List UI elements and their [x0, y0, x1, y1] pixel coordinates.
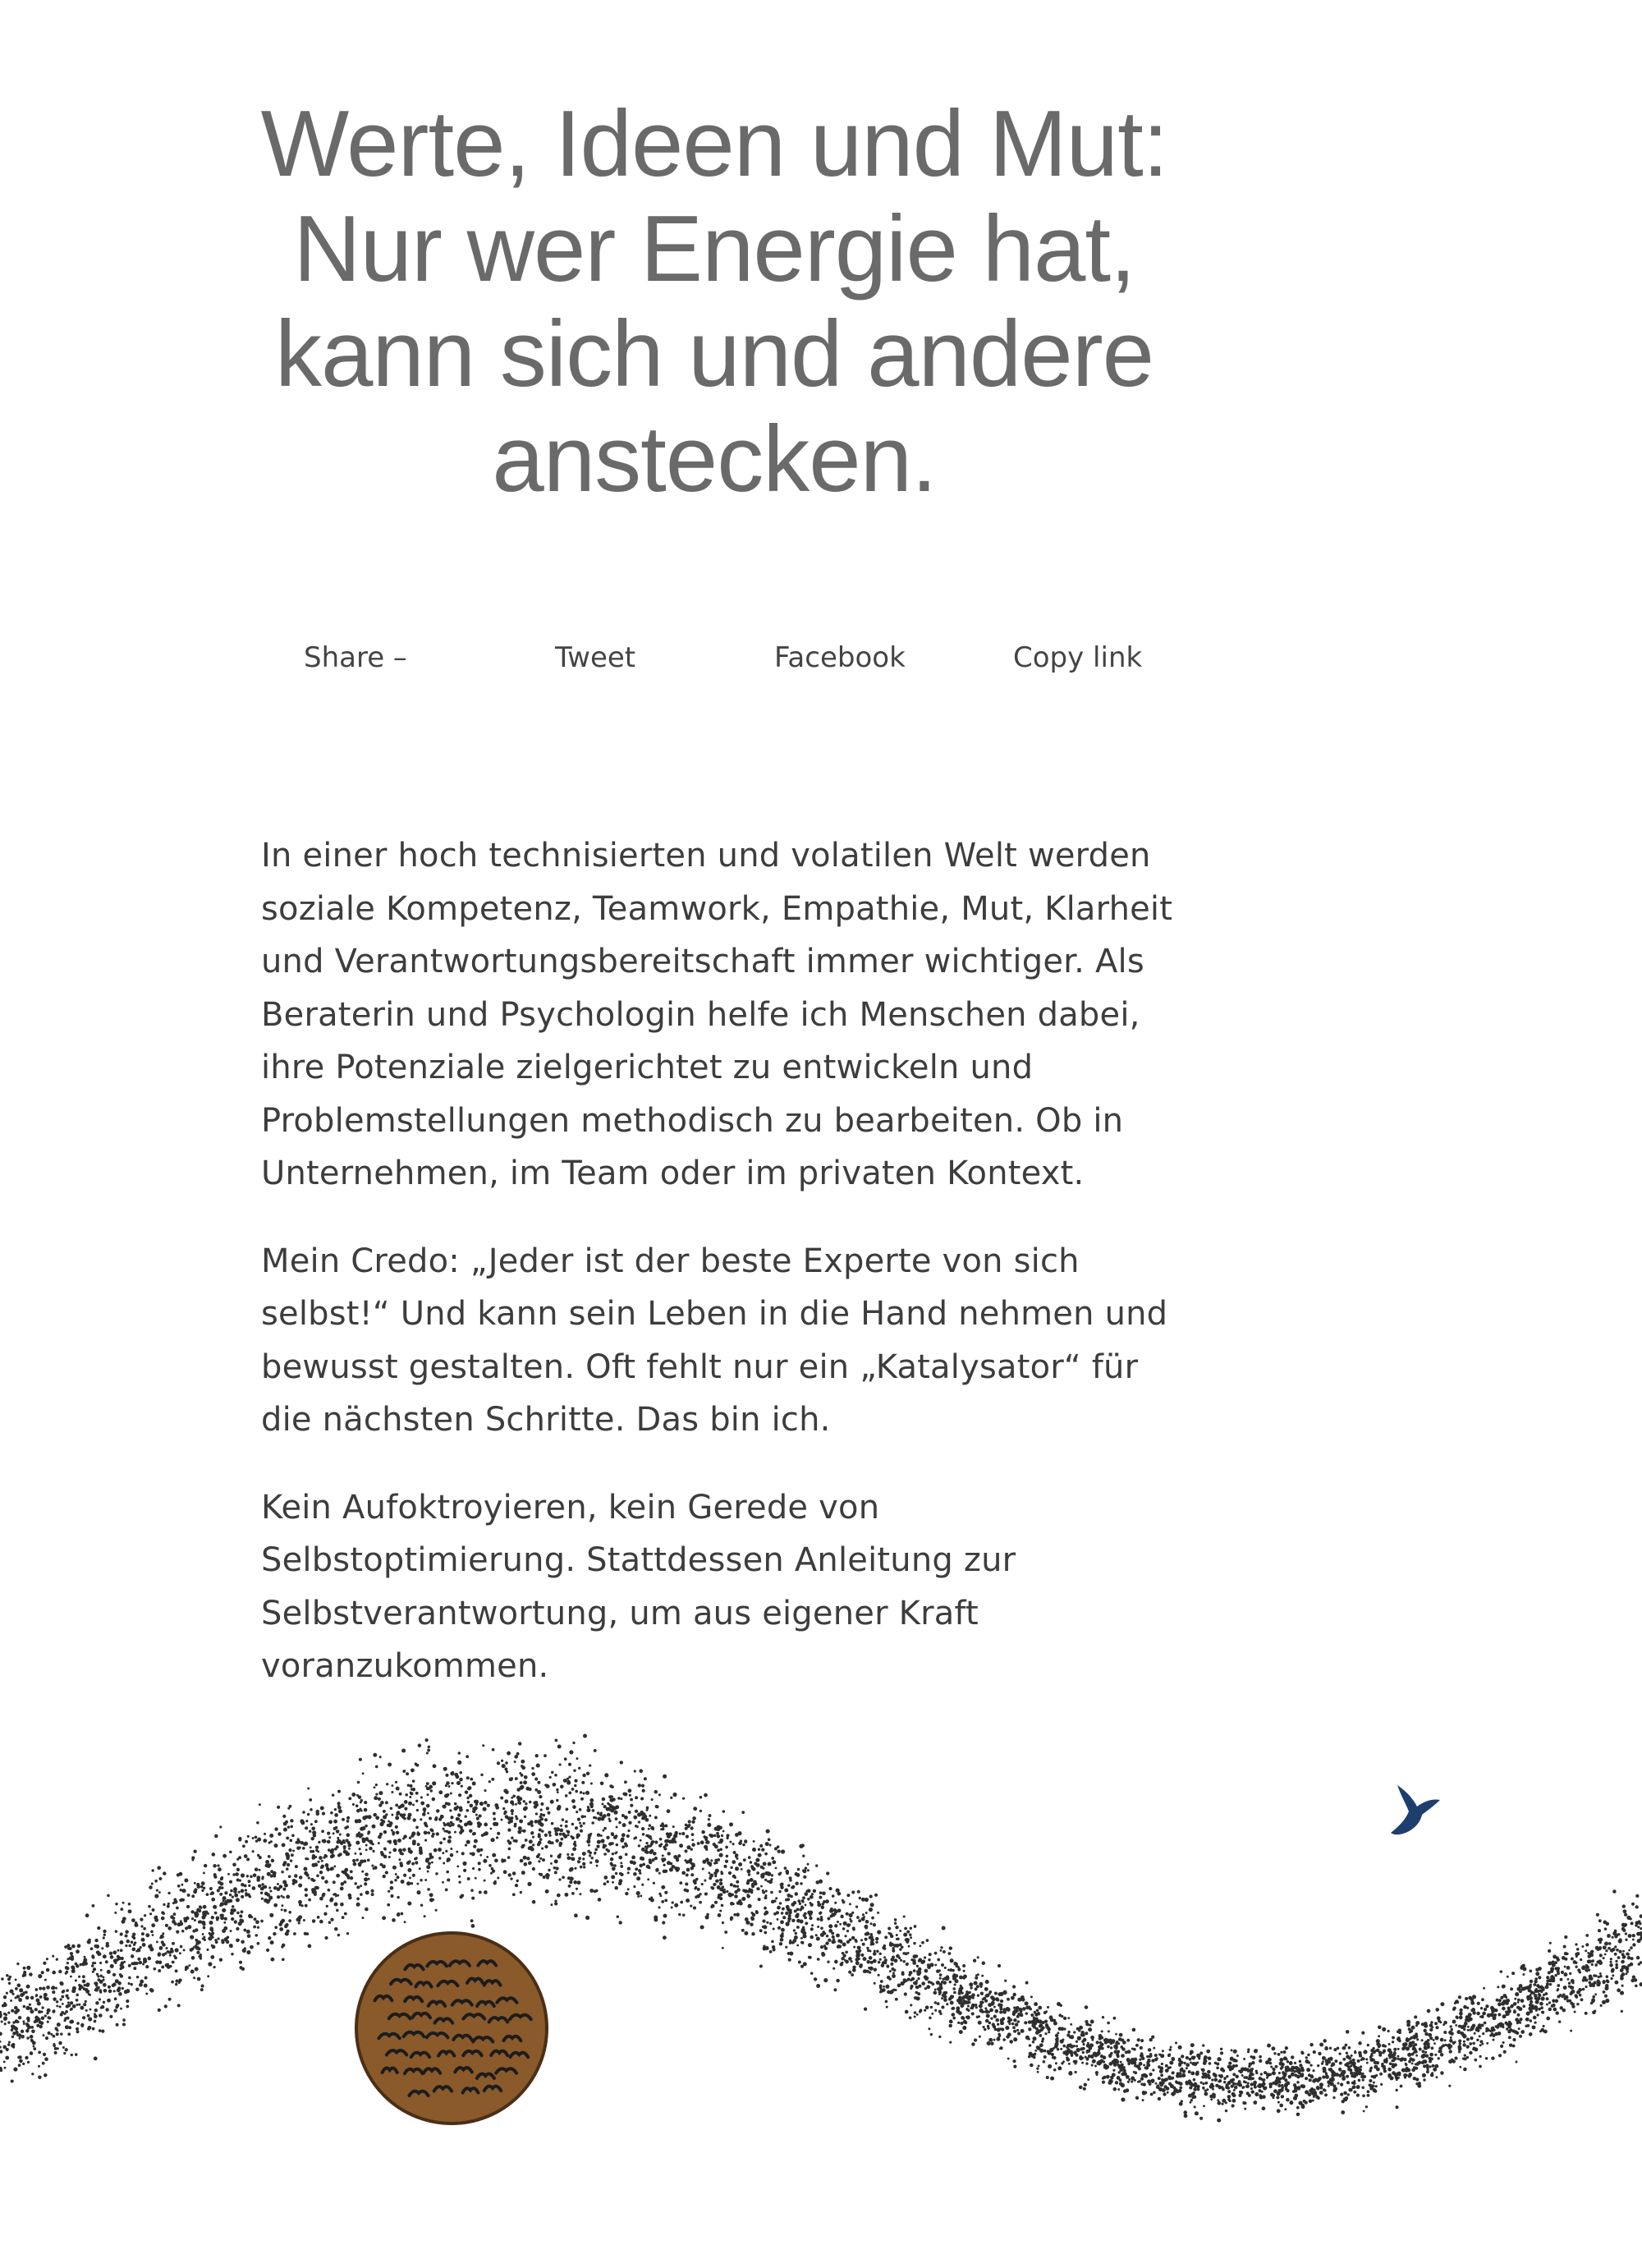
tweet-link[interactable]: Tweet: [555, 641, 636, 674]
article-paragraph-3: Kein Aufoktroyieren, kein Gerede von Selbstoptimierung. Stattdessen Anleitung zur Selbstverantwortung, um aus eigener Kraft voranzukommen.: [261, 1488, 1016, 1685]
page-headline: [156, 92, 1273, 512]
flock-circle-icon: [356, 1933, 547, 2123]
facebook-link[interactable]: Facebook: [774, 641, 906, 674]
share-bar: [0, 639, 1642, 680]
article-paragraph-2: Mein Credo: „Jeder ist der beste Experte von sich selbst!“ Und kann sein Leben in die Hand nehmen und bewusst gestalten. Oft fehlt nur ein „Katalysator“ für die nächsten Schritte. Das bin ich.: [261, 1242, 1168, 1439]
copy-link-button[interactable]: Copy link: [1013, 641, 1143, 674]
stipple-wave: [0, 1734, 1642, 2123]
share-label: Share –: [304, 641, 407, 674]
headline-line-4: anstecken.: [492, 407, 937, 512]
dotted-wave-illustration: [0, 1708, 1642, 2268]
article-body: [261, 829, 1181, 1728]
headline-line-2: Nur wer Energie hat,: [293, 197, 1135, 301]
headline-line-1: Werte, Ideen und Mut:: [260, 92, 1168, 196]
bird-icon: [1391, 1785, 1440, 1834]
headline-line-3: kann sich und andere: [274, 302, 1154, 406]
article-paragraph-1: In einer hoch technisierten und volatilen Welt werden soziale Kompetenz, Teamwork, Empathie, Mut, Klarheit und Verantwortungsbereitschaft immer wichtiger. Als Beraterin und Psychologin helfe ich Menschen dabei, ihre Potenziale zielgerichtet zu entwickeln und Problemstellungen methodisch zu bearbeiten. Ob in Unternehmen, im Team oder im privaten Kontext.: [261, 837, 1173, 1192]
